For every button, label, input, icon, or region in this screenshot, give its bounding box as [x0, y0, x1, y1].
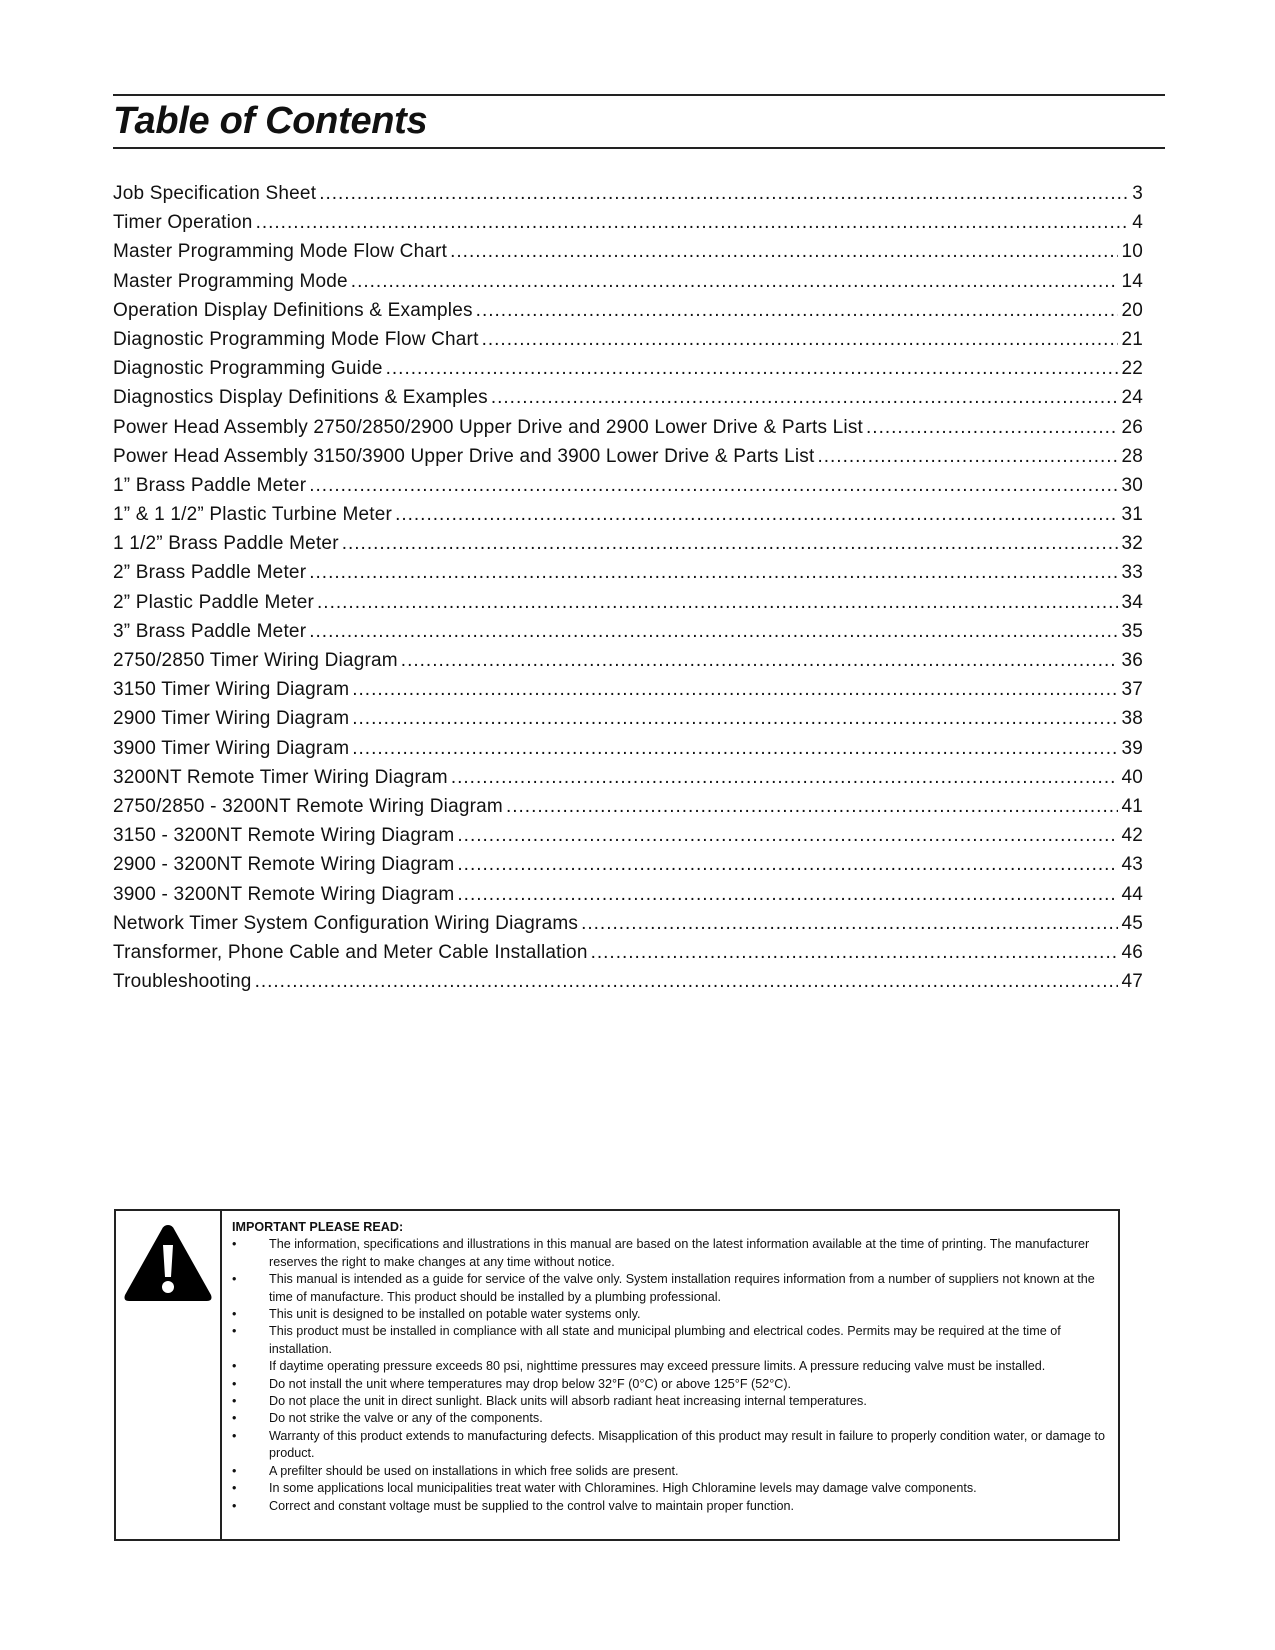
- bullet: •: [232, 1376, 237, 1391]
- toc-entry[interactable]: [113, 417, 1143, 446]
- toc-entry-label: Master Programming Mode: [113, 270, 348, 292]
- toc-entry[interactable]: [113, 621, 1143, 650]
- toc-entry-page: 31: [1121, 504, 1143, 526]
- toc-entry[interactable]: [113, 212, 1143, 241]
- toc-entry-page: 14: [1121, 270, 1143, 292]
- toc-entry-label: Job Specification Sheet: [113, 183, 317, 204]
- toc-entry[interactable]: [113, 271, 1143, 300]
- page-title: Table of Contents: [113, 100, 428, 142]
- leader-dots: [395, 504, 1118, 526]
- toc-entry[interactable]: [113, 679, 1143, 708]
- notice-item-text: Correct and constant voltage must be supplied to the control valve to maintain proper function.: [269, 1498, 795, 1513]
- toc-entry-label: 2750/2850 Timer Wiring Diagram: [113, 650, 398, 671]
- toc-entry[interactable]: [113, 562, 1143, 591]
- notice-item-text: Do not place the unit in direct sunlight. Black units will absorb radiant heat increasing internal temperatures.: [269, 1394, 867, 1409]
- toc-entry[interactable]: [113, 825, 1143, 854]
- toc-entry-page: 22: [1121, 358, 1143, 380]
- leader-dots: [309, 475, 1118, 497]
- bullet: •: [232, 1359, 237, 1374]
- toc-entry-label: 2900 Timer Wiring Diagram: [113, 708, 350, 730]
- leader-dots: [319, 183, 1129, 205]
- notice-item: [232, 1428, 1108, 1463]
- notice-item: [232, 1376, 1108, 1393]
- notice-item-text: This product must be installed in compliance with all state and municipal plumbing and electrical codes. Permits may be required at the time of installation.: [269, 1324, 1061, 1356]
- toc-entry-page: 24: [1121, 387, 1143, 409]
- notice-list: [232, 1236, 1108, 1515]
- notice-item-text: This unit is designed to be installed on potable water systems only.: [269, 1307, 641, 1322]
- toc-entry[interactable]: [113, 796, 1143, 825]
- toc-entry[interactable]: [113, 592, 1143, 621]
- notice-item-text: Do not install the unit where temperatures may drop below 32°F (0°C) or above 125°F (52°C).: [269, 1376, 792, 1391]
- toc-entry-label: 3200NT Remote Timer Wiring Diagram: [113, 766, 448, 788]
- toc-entry-page: 20: [1121, 299, 1143, 321]
- toc-entry[interactable]: [113, 300, 1143, 329]
- toc-entry-label: 2” Plastic Paddle Meter: [113, 591, 315, 613]
- toc-entry-page: 36: [1121, 650, 1143, 671]
- bullet: •: [232, 1394, 237, 1409]
- notice-item-text: The information, specifications and illustrations in this manual are based on the latest information available at the time of printing. The manufacturer reserves the right to make changes at any time without notice.: [269, 1237, 1090, 1269]
- leader-dots: [491, 387, 1119, 409]
- toc-entry-page: 30: [1121, 474, 1143, 496]
- title-rule: [113, 147, 1165, 149]
- toc-entry-label: Diagnostic Programming Guide: [113, 358, 383, 380]
- toc-entry[interactable]: [113, 854, 1143, 883]
- toc-entry-page: 4: [1132, 212, 1143, 234]
- toc-entry-page: 34: [1121, 591, 1143, 613]
- leader-dots: [309, 562, 1118, 584]
- toc-entry-label: 2900 - 3200NT Remote Wiring Diagram: [113, 854, 455, 876]
- toc-entry-page: 21: [1121, 328, 1143, 350]
- leader-dots: [351, 271, 1119, 293]
- leader-dots: [255, 971, 1119, 993]
- toc-entry-label: 3” Brass Paddle Meter: [113, 620, 307, 642]
- notice-item: [232, 1498, 1108, 1515]
- toc-entry-label: 1” Brass Paddle Meter: [113, 474, 307, 496]
- toc-entry-page: 33: [1121, 562, 1143, 584]
- leader-dots: [457, 884, 1118, 906]
- bullet: •: [232, 1411, 237, 1426]
- leader-dots: [457, 825, 1118, 847]
- toc-entry-label: 3150 - 3200NT Remote Wiring Diagram: [113, 825, 455, 847]
- toc-entry[interactable]: [113, 358, 1143, 387]
- notice-text: [222, 1211, 1118, 1539]
- bullet: •: [232, 1307, 237, 1322]
- leader-dots: [352, 738, 1118, 760]
- toc-entry-page: 42: [1121, 825, 1143, 847]
- toc-entry-page: 26: [1121, 416, 1143, 438]
- toc-entry-label: 3900 Timer Wiring Diagram: [113, 737, 350, 759]
- toc-entry-page: 38: [1121, 708, 1143, 730]
- toc-entry-label: Power Head Assembly 2750/2850/2900 Upper Drive and 2900 Lower Drive & Parts List: [113, 416, 864, 438]
- toc-entry-page: 47: [1121, 971, 1143, 993]
- notice-item: [232, 1358, 1108, 1375]
- toc-entry-label: Timer Operation: [113, 212, 253, 234]
- leader-dots: [506, 796, 1119, 818]
- leader-dots: [342, 533, 1119, 555]
- notice-item-text: Warranty of this product extends to manufacturing defects. Misapplication of this product may result in failure to properly condition water, or damage to product.: [269, 1428, 1106, 1461]
- toc-entry[interactable]: [113, 387, 1143, 416]
- notice-item: [232, 1410, 1108, 1427]
- leader-dots: [309, 621, 1118, 643]
- toc-entry[interactable]: [113, 913, 1143, 942]
- notice-item: [232, 1306, 1108, 1323]
- toc-entry-page: 37: [1121, 679, 1143, 701]
- toc-entry-page: 43: [1121, 854, 1143, 876]
- toc-entry-label: 2750/2850 - 3200NT Remote Wiring Diagram: [113, 795, 503, 817]
- bullet: •: [232, 1481, 237, 1496]
- toc-entry-page: 32: [1121, 533, 1143, 555]
- toc-entry[interactable]: [113, 329, 1143, 358]
- leader-dots: [317, 592, 1118, 614]
- bullet: •: [232, 1237, 237, 1252]
- toc-entry[interactable]: [113, 767, 1143, 796]
- toc-entry[interactable]: [113, 446, 1143, 475]
- notice-item: [232, 1271, 1108, 1306]
- toc-entry-label: 2” Brass Paddle Meter: [113, 562, 307, 584]
- notice-item-text: Do not strike the valve or any of the components.: [269, 1411, 543, 1426]
- toc-entry[interactable]: [113, 183, 1143, 212]
- toc-entry[interactable]: [113, 241, 1143, 270]
- leader-dots: [386, 358, 1119, 380]
- leader-dots: [451, 767, 1119, 789]
- notice-item: [232, 1236, 1108, 1271]
- notice-heading: IMPORTANT PLEASE READ:: [232, 1220, 404, 1234]
- notice-item: [232, 1393, 1108, 1410]
- toc-entry-label: Transformer, Phone Cable and Meter Cable Installation: [113, 941, 588, 963]
- toc-entry-page: 46: [1121, 941, 1143, 963]
- top-rule: [113, 94, 1165, 96]
- notice-item-text: In some applications local municipalities treat water with Chloramines. High Chloramine levels may damage valve components.: [269, 1481, 977, 1496]
- toc-entry-page: 3: [1132, 183, 1143, 204]
- leader-dots: [817, 446, 1118, 468]
- toc-entry[interactable]: [113, 504, 1143, 533]
- leader-dots: [401, 650, 1119, 672]
- toc-entry[interactable]: [113, 971, 1143, 1000]
- toc-entry-page: 35: [1121, 620, 1143, 642]
- notice-item: [232, 1463, 1108, 1480]
- toc-entry-page: 39: [1121, 737, 1143, 759]
- toc-entry-page: 45: [1121, 912, 1143, 934]
- toc-entry[interactable]: [113, 942, 1143, 971]
- toc-entry[interactable]: [113, 475, 1143, 504]
- toc-entry[interactable]: [113, 708, 1143, 737]
- leader-dots: [352, 708, 1118, 730]
- bullet: •: [232, 1463, 237, 1478]
- toc-entry[interactable]: [113, 884, 1143, 913]
- toc-entry-page: 28: [1121, 445, 1143, 467]
- toc-entry-label: Master Programming Mode Flow Chart: [113, 241, 448, 263]
- leader-dots: [256, 212, 1130, 234]
- notice-item-text: If daytime operating pressure exceeds 80 psi, nighttime pressures may exceed pressure limits. A pressure reducing valve must be installed.: [269, 1359, 1046, 1374]
- toc-entry-page: 40: [1121, 766, 1143, 788]
- notice-item: [232, 1323, 1108, 1358]
- toc-entry-page: 44: [1121, 883, 1143, 905]
- toc-entry-label: 3150 Timer Wiring Diagram: [113, 679, 350, 701]
- toc-entry-label: Diagnostics Display Definitions & Examples: [113, 387, 488, 409]
- toc-entry-label: Network Timer System Configuration Wiring Diagrams: [113, 912, 579, 934]
- warning-triangle-icon: [121, 1221, 215, 1305]
- toc-entry-label: Operation Display Definitions & Examples: [113, 299, 473, 321]
- leader-dots: [352, 679, 1118, 701]
- leader-dots: [457, 854, 1118, 876]
- leader-dots: [476, 300, 1119, 322]
- toc-entry-page: 10: [1121, 241, 1143, 263]
- icon-cell: [116, 1211, 222, 1539]
- bullet: •: [232, 1428, 237, 1443]
- important-notice-box: [114, 1209, 1120, 1541]
- toc-entry-label: 1 1/2” Brass Paddle Meter: [113, 533, 339, 555]
- leader-dots: [866, 417, 1118, 439]
- toc-entry[interactable]: [113, 650, 1143, 679]
- notice-item: [232, 1480, 1108, 1497]
- notice-item-text: This manual is intended as a guide for service of the valve only. System installation requires information from a number of suppliers not known at the time of manufacture. This product should be installed by a plumbing professional.: [269, 1272, 1095, 1304]
- toc-entry-label: Power Head Assembly 3150/3900 Upper Drive and 3900 Lower Drive & Parts List: [113, 445, 815, 467]
- table-of-contents: [113, 183, 1143, 1000]
- bullet: •: [232, 1272, 237, 1287]
- toc-entry-page: 41: [1121, 795, 1143, 817]
- leader-dots: [450, 241, 1118, 263]
- toc-entry-label: 3900 - 3200NT Remote Wiring Diagram: [113, 883, 455, 905]
- toc-entry[interactable]: [113, 533, 1143, 562]
- toc-entry-label: 1” & 1 1/2” Plastic Turbine Meter: [113, 504, 393, 526]
- leader-dots: [581, 913, 1118, 935]
- toc-entry[interactable]: [113, 738, 1143, 767]
- toc-entry-label: Troubleshooting: [113, 971, 252, 993]
- bullet: •: [232, 1324, 237, 1339]
- leader-dots: [591, 942, 1119, 964]
- bullet: •: [232, 1498, 237, 1513]
- leader-dots: [482, 329, 1119, 351]
- toc-entry-label: Diagnostic Programming Mode Flow Chart: [113, 328, 479, 350]
- notice-item-text: A prefilter should be used on installations in which free solids are present.: [269, 1463, 679, 1478]
